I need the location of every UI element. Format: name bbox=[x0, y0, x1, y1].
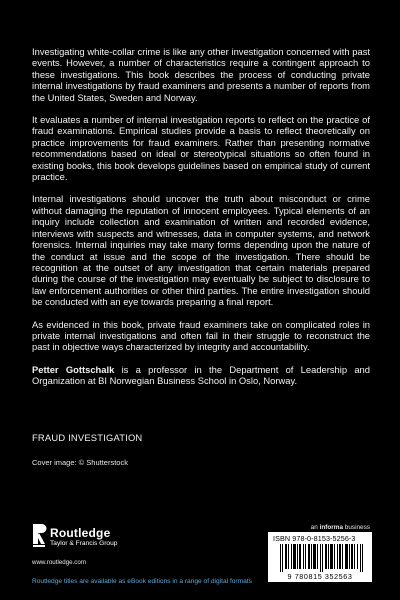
cover-credit: Cover image: © Shutterstock bbox=[32, 458, 128, 467]
author-bio bbox=[32, 364, 370, 387]
blurb bbox=[32, 46, 370, 398]
informa-name: informa bbox=[319, 524, 343, 531]
series-label: FRAUD INVESTIGATION bbox=[32, 432, 143, 443]
author-name: Petter Gottschalk bbox=[32, 363, 115, 375]
publisher-website: www.routledge.com bbox=[32, 559, 86, 566]
blurb-paragraph-3: Internal investigations should uncover the truth about misconduct or crime without damaging the reputation of innocent employees. Typical elements of an inquiry include collection and examination of written and recorded evidence, interviews with suspects and witnesses, data in computer systems, and network forensics. Internal inquiries may take many forms depending upon the nature of the conduct at issue and the scope of the investigation. There should be recognition at the outset of any investigation that certain materials prepared during the course of the investigation may eventually be subject to disclosure to law enforcement authorities or other third parties. The entire investigation should be conducted with an eye towards preparing a final report. bbox=[32, 193, 370, 308]
routledge-logo bbox=[32, 523, 152, 563]
blurb-paragraph-1: Investigating white-collar crime is like any other investigation concerned with past events. However, a number of characteristics require a contingent approach to these investigations. This book describes the process of conducting private internal investigations by fraud examiners and presents a number of reports from the United States, Sweden and Norway. bbox=[32, 46, 370, 103]
barcode-number: 9 780815 352563 bbox=[287, 572, 353, 581]
blurb-paragraph-4: As evidenced in this book, private fraud examiners take on complicated roles in private internal investigations and often fail in their struggle to reconstruct the past in objective ways characterized by integrity and accountability. bbox=[32, 318, 370, 353]
author-bio-text: is a professor in the Department of Leadership and Organization at BI Norwegian Business School in Oslo, Norway. bbox=[32, 363, 370, 387]
publisher-group: Taylor & Francis Group bbox=[50, 540, 118, 547]
publisher-name: Routledge bbox=[50, 526, 111, 540]
routledge-emblem-icon bbox=[32, 523, 47, 549]
informa-suffix: business bbox=[343, 524, 370, 531]
informa-prefix: an bbox=[310, 524, 320, 531]
blurb-paragraph-2: It evaluates a number of internal investigation reports to reflect on the practice of fraud examinations. Empirical studies provide a basis to reflect theoretically on practice improvements for fraud examiners. Rather than presenting normative recommendations based on ideal or stereotypical situations so often found in existing books, this book develops guidelines based on empirical study of current practice. bbox=[32, 114, 370, 183]
ebook-note: Routledge titles are available as eBook editions in a range of digital formats bbox=[32, 578, 252, 585]
isbn-barcode bbox=[268, 532, 372, 582]
barcode-bars bbox=[280, 544, 364, 572]
isbn-label: ISBN 978-0-8153-5256-3 bbox=[273, 534, 356, 543]
informa-business-tag bbox=[266, 524, 370, 531]
